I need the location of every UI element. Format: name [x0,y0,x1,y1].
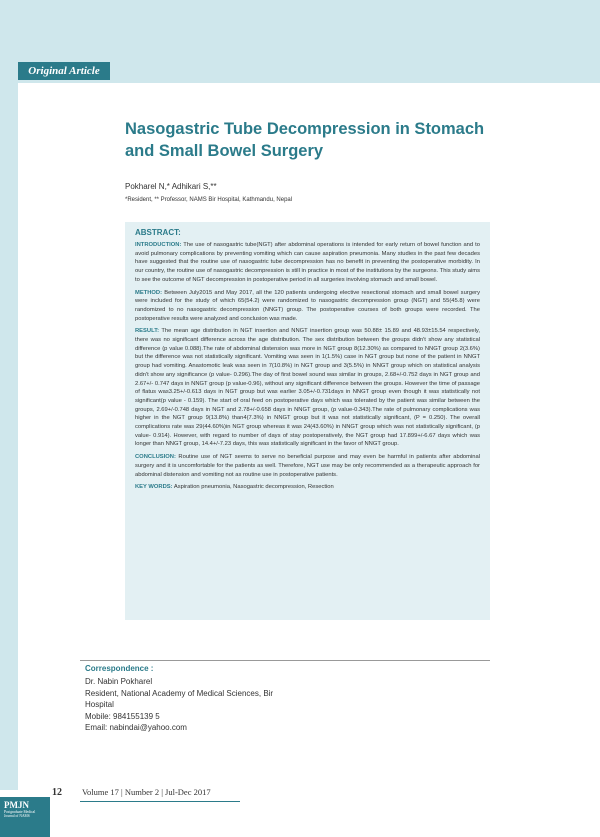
correspondence-details [85,676,315,734]
keywords-label: KEY WORDS: [135,484,173,491]
title-line-1: Nasogastric Tube Decompression in Stomach [125,120,485,138]
correspondence-mobile: Mobile: 984155139 5 [85,711,160,721]
introduction-text: The use of nasogastric tube(NGT) after abdominal operations is intended for early return of bowel function and to avoid pulmonary complications by preventing vomiting which can cause aspiration pneumonia. Many studies in the past few decades have suggested that the routine use of nasogastric tube decompression has no benefit in preventing the postoperative morbidity. In our country, the routine use of nasogastric decompression is still in practice in most of the institutions by the surgeons. This study aims to see the outcome of NGT decompression in postoperative period in all surgeries involving stomach and small bowel. [135,242,480,283]
authors: Pokharel N,* Adhikari S,** [125,182,217,191]
method-label: METHOD: [135,289,163,296]
page-number: 12 [52,787,62,798]
abstract-method [135,289,480,324]
article-type-tag: Original Article [18,62,110,80]
method-text: Between July2015 and May 2017, all the 120 patients undergoing elective resectional stomach and small bowel surgery were included for the study of which 65(54.2) were randomized to nasogastric decompression group (NGT) and 55(45.8) were randomized to no nasogastric decompression (NNGT) group. The postoperative courses of both groups were recorded. The postoperative results were analyzed and conclusion was made. [135,289,480,322]
logo-title: PMJN [4,800,29,810]
footer-band [0,790,600,837]
correspondence-name: Dr. Nabin Pokharel [85,677,153,686]
abstract-box [125,222,490,620]
logo-subtitle: Postgraduate Medical Journal of NAMS [4,810,36,819]
correspondence-heading: Correspondence : [85,664,154,673]
conclusion-text: Routine use of NGT seems to serve no beneficial purpose and may even be harmful in patients after abdominal surgery and it is uncomfortable for the patients as well. Therefore, NGT use may be only recommended as a therapeutic approach for abdominal distension and vomiting not as routine use in postoperative patients. [135,454,480,478]
conclusion-label: CONCLUSION: [135,454,176,461]
correspondence-email[interactable]: Email: nabindai@yahoo.com [85,723,187,732]
abstract-conclusion [135,453,480,479]
abstract-result [135,327,480,449]
left-margin-band [0,83,18,837]
abstract-keywords [135,483,480,492]
keywords-text: Aspiration pneumonia, Nasogastric decompression, Resection [172,484,334,491]
title-line-2: and Small Bowel Surgery [125,142,324,160]
introduction-label: INTRODUCTION: [135,242,182,248]
result-label: RESULT: [135,328,160,335]
result-text: The mean age distribution in NGT insertion and NNGT insertion group was 50.88± 15.89 and 48.93±15.54 respectively, there was no significant difference across the age distribution. The sex distribution between the groups didn't show any statistical difference (p value 0.088).The rate of abdominal distension was more in NGT group 8(12.30%) as compared to NNGT group 2(3.6%) but the difference was not statistically significant. Vomiting was seen in 1(1.5%) case in NGT group but none of the patient in NNGT group had vomiting. Anastomotic leak was seen in 7(10.8%) in NGT group and 3(5.5%) in NNGT group which on statistical analysis didn't show any significance (p value- 0.296).The day of first bowel sound was similar in groups, 2.68+/-0.752 days in NGT group and 2.67+/- 0.747 days in NNGT group (p value-0.96), without any significant difference between the groups. However the time of passage of flatus was3.25+/-0.613 days in NGT group but was earlier 3.05+/-0.731days in NNGT group even though it was statistically not significant(p value - 0.159). The start of oral feed on postoperative days which was tolerated by the patient was similar between the groups, 2.69+/-0.748 days in NGT and 2.78+/-0.658 days in NNGT group, (p value-0.343).The rate of pulmonary complications was higher in the NGT group 9(13.8%) than4(7.3%) in NNGT group but it was not statistically significant, (P = 0.250). The overall complications rate was 29(44.60%)in NGT group whereas it was 24(43.60%) in NNGT group which was not statistically significant, (p value- 0.914). However, with regard to number of days of stay postoperatively, the NGT group had 17.899+/-6.67 days which was longer than NNGT group, 14.4+/-7.23 days, this was statistically significant in the favor of NNGT group. [135,328,480,448]
footer-rule [80,801,240,802]
correspondence-divider [80,660,490,661]
paper-title [125,118,505,162]
correspondence-position-1: Resident, National Academy of Medical Sciences, Bir [85,688,274,698]
volume-info: Volume 17 | Number 2 | Jul-Dec 2017 [82,787,211,797]
affiliation: *Resident, ** Professor, NAMS Bir Hospital, Kathmandu, Nepal [125,197,293,203]
correspondence-position-2: Hospital [85,700,114,709]
abstract-heading: ABSTRACT: [135,228,181,237]
journal-logo [0,797,50,837]
abstract-introduction [135,241,480,285]
